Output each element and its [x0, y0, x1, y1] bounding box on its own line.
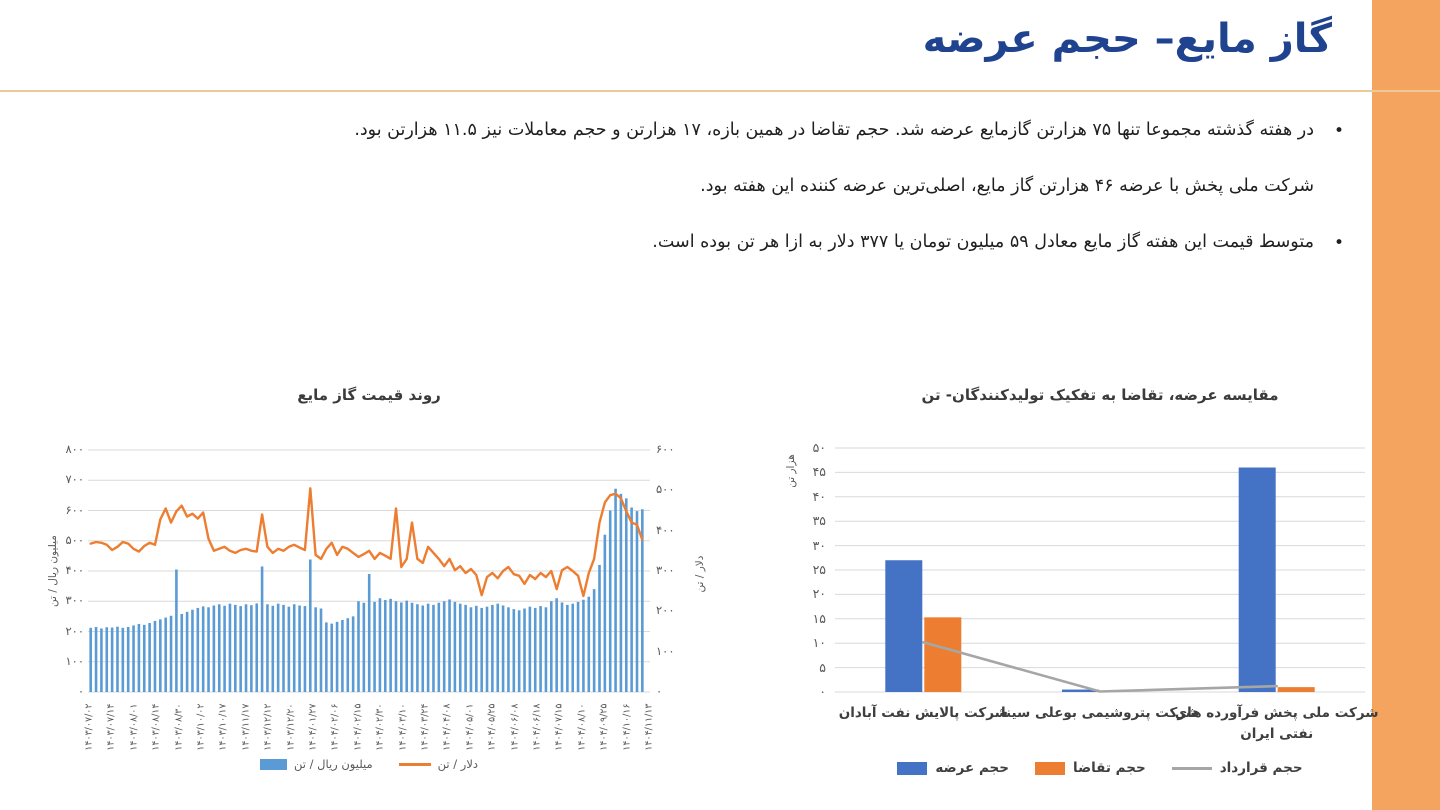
- price-bar: [571, 604, 574, 692]
- axis-tick-label: ۰: [77, 684, 84, 698]
- bar-swatch-icon: [897, 762, 927, 775]
- price-bar: [389, 599, 392, 692]
- price-bar: [555, 598, 558, 692]
- category-label: شرکت پتروشیمی بوعلی سینا: [1000, 705, 1200, 721]
- line-swatch-icon: [399, 763, 431, 766]
- demand-bar: [924, 617, 961, 692]
- price-bar: [400, 602, 403, 692]
- price-bar: [582, 600, 585, 692]
- price-bar: [122, 628, 125, 692]
- price-bar: [609, 511, 612, 693]
- demand-bar: [1278, 687, 1315, 692]
- compare-plot-area: [835, 446, 1365, 694]
- price-bar: [105, 627, 108, 692]
- price-bar: [379, 598, 382, 692]
- price-bar: [604, 535, 607, 692]
- price-bar: [197, 608, 200, 692]
- axis-tick-label: ۵۰: [812, 440, 826, 455]
- legend-item: [897, 760, 1009, 776]
- supply-bar: [885, 560, 922, 692]
- price-bar: [357, 601, 360, 692]
- price-bar: [475, 606, 478, 692]
- price-bar: [191, 610, 194, 692]
- price-bar: [625, 498, 628, 692]
- price-bar: [630, 507, 633, 692]
- x-axis-date-label: ۱۴۰۴/۰۲/۱۵: [352, 703, 364, 751]
- x-axis-date-label: ۱۴۰۴/۰۵/۰۱: [464, 703, 476, 751]
- axis-tick-label: ۲۰۰: [65, 623, 84, 638]
- bullet-marker: •: [1333, 121, 1344, 141]
- price-bar: [309, 560, 312, 693]
- axis-tick-label: ۱۰۰: [656, 643, 675, 658]
- price-bar: [502, 605, 505, 692]
- price-bar: [154, 621, 157, 692]
- compare-legend: [825, 760, 1375, 776]
- legend-label: حجم عرضه: [935, 760, 1009, 776]
- price-bar: [491, 605, 494, 692]
- x-axis-date-label: ۱۴۰۳/۰۷/۰۲: [83, 703, 95, 751]
- page-title: گاز مایع– حجم عرضه: [922, 16, 1332, 62]
- price-bar: [470, 607, 473, 692]
- bullet-item: [244, 120, 1344, 232]
- price-bar: [443, 601, 446, 692]
- x-axis-date-label: ۱۴۰۴/۰۵/۲۵: [486, 703, 498, 751]
- price-bar: [448, 599, 451, 692]
- price-bar: [513, 609, 516, 692]
- price-bar: [636, 511, 639, 692]
- axis-tick-label: ۵۰۰: [656, 482, 675, 497]
- bullet-line: شرکت ملی پخش با عرضه ۴۶ هزارتن گاز مایع، اصلی‌ترین عرضه کننده این هفته بود.: [700, 175, 1314, 196]
- x-axis-date-label: ۱۴۰۴/۰۳/۲۴: [419, 703, 431, 751]
- price-bar: [111, 628, 114, 692]
- axis-tick-label: ۴۵: [812, 464, 826, 480]
- price-bar: [587, 597, 590, 692]
- price-bar: [518, 610, 521, 692]
- axis-tick-label: ۵: [819, 659, 826, 675]
- price-bar: [341, 620, 344, 692]
- price-bar: [298, 605, 301, 692]
- price-bar: [416, 604, 419, 692]
- bullet-list: [244, 120, 1344, 288]
- price-bar: [159, 619, 162, 692]
- price-bar: [143, 625, 146, 692]
- price-bar: [454, 602, 457, 692]
- x-axis-date-label: ۱۴۰۴/۰۲/۰۶: [329, 703, 341, 751]
- price-bar: [250, 605, 253, 692]
- axis-tick-label: ۷۰۰: [65, 472, 84, 487]
- price-bar: [132, 625, 135, 692]
- bullet-line: در هفته گذشته مجموعا تنها ۷۵ هزارتن گازمایع عرضه شد. حجم تقاضا در همین بازه، ۱۷ هزارتن و حجم معاملات نیز ۱۱.۵ هزارتن بود.: [354, 120, 1314, 140]
- price-bar: [346, 618, 349, 692]
- axis-tick-label: ۳۰۰: [656, 563, 675, 577]
- price-bar: [239, 606, 242, 692]
- price-plot-area: [88, 448, 650, 694]
- bar-swatch-icon: [1035, 762, 1065, 775]
- price-bar: [255, 603, 258, 692]
- axis-tick-label: ۶۰۰: [65, 502, 84, 517]
- price-bar: [293, 604, 296, 692]
- price-bar: [288, 607, 291, 692]
- price-right-axis-title: دلار / تن: [694, 555, 706, 593]
- x-axis-date-label: ۱۴۰۴/۱۱/۱۳: [643, 703, 655, 751]
- price-bar: [539, 606, 542, 692]
- axis-tick-label: ۳۰: [812, 537, 826, 553]
- price-bar: [304, 606, 307, 692]
- price-bar: [614, 489, 617, 692]
- price-bar: [464, 605, 467, 692]
- axis-tick-label: ۱۰۰: [65, 653, 84, 668]
- price-bar: [325, 622, 328, 692]
- legend-label: میلیون ریال / تن: [293, 757, 373, 771]
- price-bar: [438, 603, 441, 692]
- price-bar: [272, 606, 275, 692]
- x-axis-date-label: ۱۴۰۴/۰۹/۲۵: [598, 703, 610, 751]
- price-left-axis-title: میلیون ریال / تن: [47, 535, 59, 607]
- price-bar: [100, 628, 103, 692]
- price-legend: [88, 757, 650, 771]
- price-bar: [218, 604, 221, 692]
- bar-swatch-icon: [260, 759, 287, 770]
- price-bar: [213, 605, 216, 692]
- legend-item: [1035, 760, 1146, 776]
- x-axis-date-label: ۱۴۰۴/۰۶/۰۸: [509, 703, 521, 751]
- axis-tick-label: ۲۰: [812, 586, 826, 602]
- axis-tick-label: ۳۵: [812, 513, 826, 529]
- price-bar: [266, 604, 269, 692]
- x-axis-date-label: ۱۴۰۴/۰۷/۱۵: [553, 703, 565, 751]
- right-accent-sidebar: [1372, 0, 1440, 810]
- price-bar: [405, 601, 408, 692]
- price-bar: [207, 607, 210, 692]
- price-bar: [127, 627, 130, 692]
- category-label: شرکت ملی پخش فرآورده های نفتی ایران: [1174, 705, 1379, 742]
- price-bar: [566, 605, 569, 692]
- legend-item: [260, 757, 373, 771]
- price-bar: [175, 569, 178, 692]
- price-bar: [620, 494, 623, 692]
- axis-tick-label: ۵۰۰: [65, 532, 84, 547]
- price-bar: [229, 604, 232, 692]
- bullet-text: [244, 232, 1314, 288]
- price-bar: [363, 603, 366, 692]
- price-bar: [373, 602, 376, 692]
- dollar-price-line: [91, 488, 643, 596]
- legend-item: [399, 757, 478, 771]
- price-bar: [261, 566, 264, 692]
- bullet-marker: •: [1333, 232, 1344, 253]
- bullet-line: متوسط قیمت این هفته گاز مایع معادل ۵۹ میلیون تومان یا ۳۷۷ دلار به ازا هر تن بوده است.: [652, 231, 1314, 252]
- x-axis-date-label: ۱۴۰۴/۰۸/۱۰: [576, 703, 588, 751]
- x-axis-date-label: ۱۴۰۳/۱۲/۱۲: [262, 703, 274, 751]
- x-axis-date-label: ۱۴۰۳/۰۷/۱۴: [105, 703, 117, 751]
- price-bar: [507, 607, 510, 692]
- price-bar: [411, 603, 414, 692]
- supply-bar: [1239, 468, 1276, 692]
- price-bar: [598, 565, 601, 692]
- legend-label: حجم تقاضا: [1073, 760, 1146, 776]
- price-bar: [223, 606, 226, 692]
- price-bar: [95, 627, 98, 692]
- axis-tick-label: ۰: [819, 684, 826, 699]
- price-bar: [282, 605, 285, 692]
- price-bar: [277, 604, 280, 692]
- price-bar: [336, 622, 339, 692]
- x-axis-date-label: ۱۴۰۴/۰۱/۲۷: [307, 703, 319, 751]
- axis-tick-label: ۲۰۰: [656, 603, 675, 618]
- price-bar: [561, 602, 564, 692]
- x-axis-date-label: ۱۴۰۳/۱۲/۲۰: [285, 703, 297, 751]
- axis-tick-label: ۳۰۰: [65, 593, 84, 608]
- compare-y-axis-title: هزار تن: [785, 454, 797, 488]
- price-bar: [116, 627, 119, 692]
- x-axis-date-label: ۱۴۰۴/۰۴/۰۸: [441, 703, 453, 751]
- price-chart-title: روند قیمت گاز مایع: [297, 386, 441, 404]
- price-bar: [352, 616, 355, 692]
- x-axis-date-label: ۱۴۰۴/۰۲/۳۰: [374, 703, 386, 751]
- price-bar: [427, 604, 430, 692]
- x-axis-date-label: ۱۴۰۳/۰۸/۳۰: [173, 703, 185, 751]
- bullet-item: [244, 232, 1344, 288]
- x-axis-date-label: ۱۴۰۴/۰۳/۱۰: [397, 703, 409, 751]
- price-bar: [89, 628, 92, 692]
- price-bar: [395, 601, 398, 692]
- price-bar: [368, 574, 371, 692]
- axis-tick-label: ۶۰۰: [656, 442, 675, 456]
- price-bar: [523, 609, 526, 692]
- price-bar: [529, 607, 532, 692]
- x-axis-date-label: ۱۴۰۳/۱۰/۰۲: [195, 703, 207, 751]
- price-bar: [545, 607, 548, 692]
- price-bar: [330, 624, 333, 692]
- price-bar: [480, 608, 483, 692]
- price-bar: [432, 605, 435, 692]
- price-bar: [421, 605, 424, 692]
- price-bar: [148, 623, 151, 692]
- price-bar: [577, 602, 580, 692]
- axis-tick-label: ۴۰۰: [65, 563, 84, 577]
- price-bar: [486, 607, 489, 692]
- axis-tick-label: ۱۵: [812, 610, 826, 626]
- legend-item: [1172, 760, 1303, 776]
- price-bar: [320, 609, 323, 692]
- price-bar: [245, 604, 248, 692]
- line-swatch-icon: [1172, 767, 1212, 770]
- title-underline: [0, 90, 1440, 92]
- axis-tick-label: ۰: [656, 684, 663, 698]
- price-bar: [186, 612, 189, 692]
- category-label: شرکت پالایش نفت آبادان: [838, 705, 1008, 721]
- x-axis-date-label: ۱۴۰۴/۰۶/۱۸: [531, 703, 543, 751]
- price-bar: [550, 601, 553, 692]
- axis-tick-label: ۴۰۰: [656, 522, 675, 537]
- price-bar: [170, 616, 173, 692]
- axis-tick-label: ۱۰: [812, 635, 826, 651]
- price-bar: [164, 618, 167, 692]
- x-axis-date-label: ۱۴۰۳/۱۰/۱۷: [217, 703, 229, 751]
- x-axis-date-label: ۱۴۰۳/۱۱/۱۷: [240, 703, 252, 751]
- price-bar: [138, 624, 141, 692]
- price-bar: [180, 614, 183, 692]
- legend-label: دلار / تن: [437, 757, 479, 771]
- contract-line: [923, 642, 1276, 691]
- axis-tick-label: ۴۰: [812, 488, 826, 504]
- axis-tick-label: ۲۵: [812, 562, 826, 577]
- legend-label: حجم قرارداد: [1219, 760, 1303, 776]
- price-bar: [593, 589, 596, 692]
- price-bar: [459, 604, 462, 692]
- x-axis-date-label: ۱۴۰۳/۰۸/۰۱: [128, 703, 140, 751]
- x-axis-date-label: ۱۴۰۳/۰۸/۱۴: [150, 703, 162, 751]
- price-bar: [384, 600, 387, 692]
- price-bar: [534, 608, 537, 692]
- price-bar: [314, 607, 317, 692]
- bullet-text: [244, 120, 1314, 232]
- price-bar: [202, 606, 205, 692]
- axis-tick-label: ۸۰۰: [65, 442, 84, 456]
- price-bar: [234, 605, 237, 692]
- price-bar: [496, 604, 499, 692]
- x-axis-date-label: ۱۴۰۴/۱۰/۱۶: [621, 703, 633, 751]
- compare-chart-title: مقایسه عرضه، تقاضا به تفکیک تولیدکنندگان- تن: [921, 386, 1279, 404]
